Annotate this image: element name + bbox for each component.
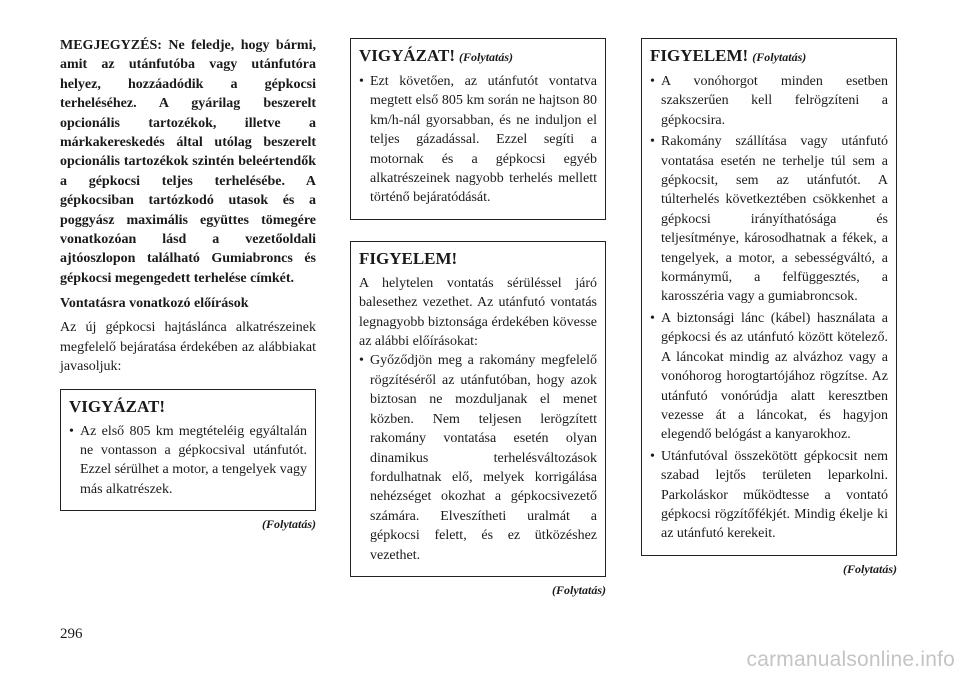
list-item: • Ezt követően, az utánfutót vontatva megtett első 805 km során ne hajtson 80 km/h-nál gyorsabban, és ne induljon el teljes gázadással. Ezzel segíti a motornak és a gépkocsi egyéb alkatrészeinek nagyobb terhelés mellett történő bejáratódását. [359,74,597,206]
caution-title: VIGYÁZAT! (Folytatás) [359,46,514,65]
continued-tag: (Folytatás) [752,50,807,64]
warning-list [650,72,888,544]
warning-title: FIGYELEM! [359,248,458,268]
caution-list [359,72,597,208]
continued-label: (Folytatás) [552,582,606,597]
caution-title: VIGYÁZAT! [69,396,166,416]
list-item: • Győződjön meg a rakomány megfelelő rögzítéséről az utánfutóban, hogy azok biztosan ne mozduljanak el menet közben. Nem teljesen lerögzített rakomány vontatása esetén olyan dinamikus terhelésváltozások fordulhatnak elő, melyek korrigálása nehézséget okozhat a gépkocsivezető számára. Elveszítheti uralmát a gépkocsi felett, és ez ütközéshez vezethet. [359,353,597,563]
column-3 [641,36,897,577]
list-item: • A biztonsági lánc (kábel) használata a gépkocsi és az utánfutó között kötelező. A láncokat mindig az alvázhoz vagy a vonóhorog horogtartójához rögzítse. Az utánfutó vonórúdja alatt keresztben vezesse át a láncokat, és hagyjon elegendő belógást a kanyarokhoz. [650,310,888,443]
warning-box [350,241,606,577]
column-2 [350,36,606,598]
continued-label: (Folytatás) [262,517,316,532]
page-number: 296 [60,626,83,642]
list-item: • Rakomány szállítása vagy utánfutó vontatása esetén ne terhelje túl sem a gépkocsit, sem az utánfutót. A túlterhelés következtében csökkenhet a gépkocsi irányíthatósága és teljesítménye, károsodhatnak a fékek, a tengelyek, a motor, a sebességváltó, a kormánymű, a felfüggesztés, a karosszéria vagy a gumiabroncsok. [650,134,888,305]
warning-title: FIGYELEM! (Folytatás) [650,46,807,65]
caution-box-continued [350,38,606,220]
watermark: carmanualsonline.info [746,648,955,671]
continued-label: (Folytatás) [843,561,897,576]
warning-intro: A helytelen vontatás sérüléssel járó balesethez vezethet. Az utánfutó vontatás legnagyobb biztonsága érdekében kövesse az alábbi előírásokat: [359,275,597,350]
caution-list [69,422,307,500]
section-heading: Vontatásra vonatkozó előírások [60,296,249,312]
list-item: • Utánfutóval összekötött gépkocsit nem szabad lejtős területen leparkolni. Parkoláskor működtesse a vontató gépkocsi rögzítőfékjét. Mindig ékelje ki az utánfutó kerekeit. [650,448,888,542]
list-item: • A vonóhorgot minden esetben szakszerűen kell felrögzíteni a gépkocsira. [650,74,888,128]
warning-list [359,351,597,564]
column-1 [60,36,316,532]
caution-box [60,389,316,512]
intro-paragraph: Az új gépkocsi hajtáslánca alkatrészeinek megfelelő bejáratása érdekében az alábbiakat javasoljuk: [60,320,316,375]
continued-tag: (Folytatás) [459,50,514,64]
list-item: • Az első 805 km megtételéig egyáltalán ne vontasson a gépkocsival utánfutót. Ezzel sérülhet a motor, a tengelyek vagy más alkatrészek. [69,423,307,497]
warning-box-continued [641,38,897,556]
note-paragraph: MEGJEGYZÉS: Ne feledje, hogy bármi, amit az utánfutóba vagy utánfutóra helyez, hozzáadódik a gépkocsi terheléséhez. A gyárilag beszerelt opcionális tartozékok, illetve a márkakereskedés által utólag beszerelt opcionális tartozékok szintén beleértendők a gépkocsi teljes terhelésébe. A gépkocsiban tartózkodó utasok és a poggyász maximális együttes tömegére vonatkozóan lásd a vezetőoldali ajtóoszlopon található Gumiabroncs és gépkocsi megengedett terhelése címkét. [60,38,316,286]
